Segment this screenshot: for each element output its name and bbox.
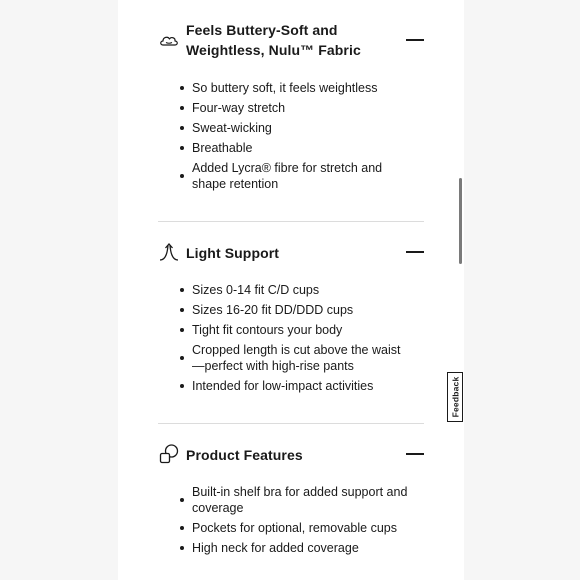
list-item: Sizes 0-14 fit C/D cups [180, 282, 410, 298]
section-features-header[interactable] [158, 444, 424, 488]
list-item: Intended for low-impact activities [180, 378, 410, 394]
section-fabric [158, 20, 424, 191]
list-item: Sizes 16-20 fit DD/DDD cups [180, 302, 410, 318]
list-item: Four-way stretch [180, 100, 410, 116]
list-item: High neck for added coverage [180, 540, 410, 556]
section-divider [158, 221, 424, 222]
section-divider [158, 423, 424, 424]
feedback-button[interactable] [447, 372, 463, 422]
list-item: Cropped length is cut above the waist—perfect with high-rise pants [180, 342, 410, 374]
collapse-minus-icon[interactable] [406, 251, 424, 253]
list-item: Added Lycra® fibre for stretch and shape retention [180, 160, 410, 192]
list-item: Sweat-wicking [180, 120, 410, 136]
list-item: Tight fit contours your body [180, 322, 410, 338]
list-item: Pockets for optional, removable cups [180, 520, 410, 536]
product-features-icon [158, 443, 180, 465]
light-support-icon [158, 241, 180, 263]
list-item: So buttery soft, it feels weightless [180, 80, 410, 96]
section-fabric-header[interactable] [158, 20, 424, 64]
section-support-title: Light Support [186, 245, 280, 261]
section-support [158, 242, 424, 393]
cloud-icon [158, 30, 180, 52]
list-item: Breathable [180, 140, 410, 156]
section-support-header[interactable] [158, 242, 424, 286]
product-details-panel [118, 0, 464, 580]
section-fabric-title: Feels Buttery-Soft and Weightless, Nulu™ Fabric [186, 22, 361, 58]
list-item: Built-in shelf bra for added support and coverage [180, 484, 410, 516]
section-support-list [180, 282, 410, 398]
section-features [158, 444, 424, 555]
scrollbar-thumb[interactable] [459, 178, 462, 264]
collapse-minus-icon[interactable] [406, 453, 424, 455]
section-features-title: Product Features [186, 447, 303, 463]
section-features-list [180, 484, 410, 560]
feedback-label: Feedback [450, 376, 461, 418]
section-fabric-list [180, 80, 410, 196]
collapse-minus-icon[interactable] [406, 39, 424, 41]
